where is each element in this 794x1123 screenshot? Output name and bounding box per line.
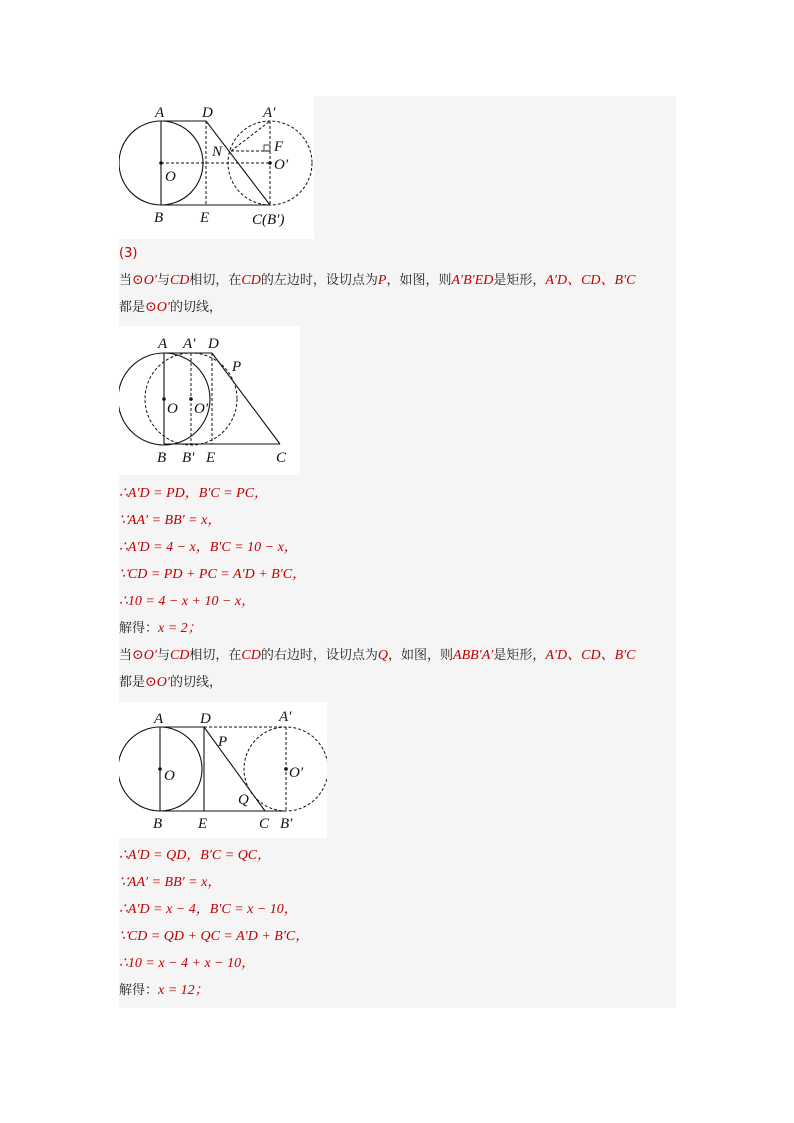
fig3-label-a: A [154,711,164,727]
fig3-label-o: O [164,768,175,784]
fig1-label-b: B [154,210,164,226]
segment-dc [212,353,280,444]
fig3-label-o-prime: O′ [289,765,304,781]
fig2-label-o: O [167,401,178,417]
figure-1 [119,96,314,239]
fig1-label-o-prime: O′ [274,157,289,173]
case2-step-5: ∴10 = x − 4 + x − 10， [119,956,256,971]
fig3-label-p: P [218,734,228,750]
fig2-label-b: B [157,450,167,466]
fig2-label-a-prime: A′ [183,336,196,352]
case2-line1: 当⊙O′与CD相切，在CD的右边时，设切点为Q，如图，则ABB′A′是矩形，A′D、CD、B′C [119,648,636,663]
case1-step-1: ∴A′D = PD，B′C = PC， [119,486,269,501]
case1-step-3: ∴A′D = 4 − x，B′C = 10 − x， [119,540,298,555]
fig2-label-o-prime: O′ [194,401,209,417]
fig3-label-b: B [153,816,163,832]
fig1-label-f: F [274,139,284,155]
fig2-label-p: P [232,359,242,375]
case1-step-4: ∵CD = PD + PC = A′D + B′C， [119,567,307,582]
fig1-label-o: O [165,169,176,185]
case2-line2: 都是⊙O′的切线， [119,675,222,690]
fig3-label-c: C [259,816,270,832]
case1-line1: 当⊙O′与CD相切，在CD的左边时，设切点为P，如图，则A′B′ED是矩形，A′D、CD、B′C [119,273,636,288]
figure-3 [119,702,327,838]
fig1-label-d: D [202,105,213,121]
case2-step-1: ∴A′D = QD，B′C = QC， [119,848,272,863]
fig1-label-c-b-prime: C(B′) [252,212,285,228]
case1-step-2: ∵AA′ = BB′ = x， [119,513,222,528]
case1-line2: 都是⊙O′的切线， [119,300,222,315]
fig1-label-a-prime: A′ [263,105,276,121]
right-angle-mark [264,145,270,151]
case1-result: 解得：x = 2； [119,621,202,636]
fig3-label-a-prime: A′ [279,709,292,725]
figure-2 [119,326,300,475]
case2-step-4: ∵CD = QD + QC = A′D + B′C， [119,929,310,944]
fig2-label-d: D [208,336,219,352]
fig2-label-a: A [158,336,168,352]
fig2-label-b-prime: B′ [182,450,195,466]
case2-step-2: ∵AA′ = BB′ = x， [119,875,222,890]
fig3-label-b-prime: B′ [280,816,293,832]
fig3-label-d: D [200,711,211,727]
part-label: (3) [119,246,138,261]
case1-step-5: ∴10 = 4 − x + 10 − x， [119,594,256,609]
segment-dc [204,727,265,811]
fig1-label-e: E [200,210,210,226]
case2-step-3: ∴A′D = x − 4，B′C = x − 10， [119,902,298,917]
fig2-label-e: E [206,450,216,466]
case2-result: 解得：x = 12； [119,983,209,998]
fig2-label-c: C [276,450,287,466]
fig3-label-e: E [198,816,208,832]
fig3-label-q: Q [238,792,249,808]
fig1-label-n: N [212,144,223,160]
fig1-label-a: A [155,105,165,121]
